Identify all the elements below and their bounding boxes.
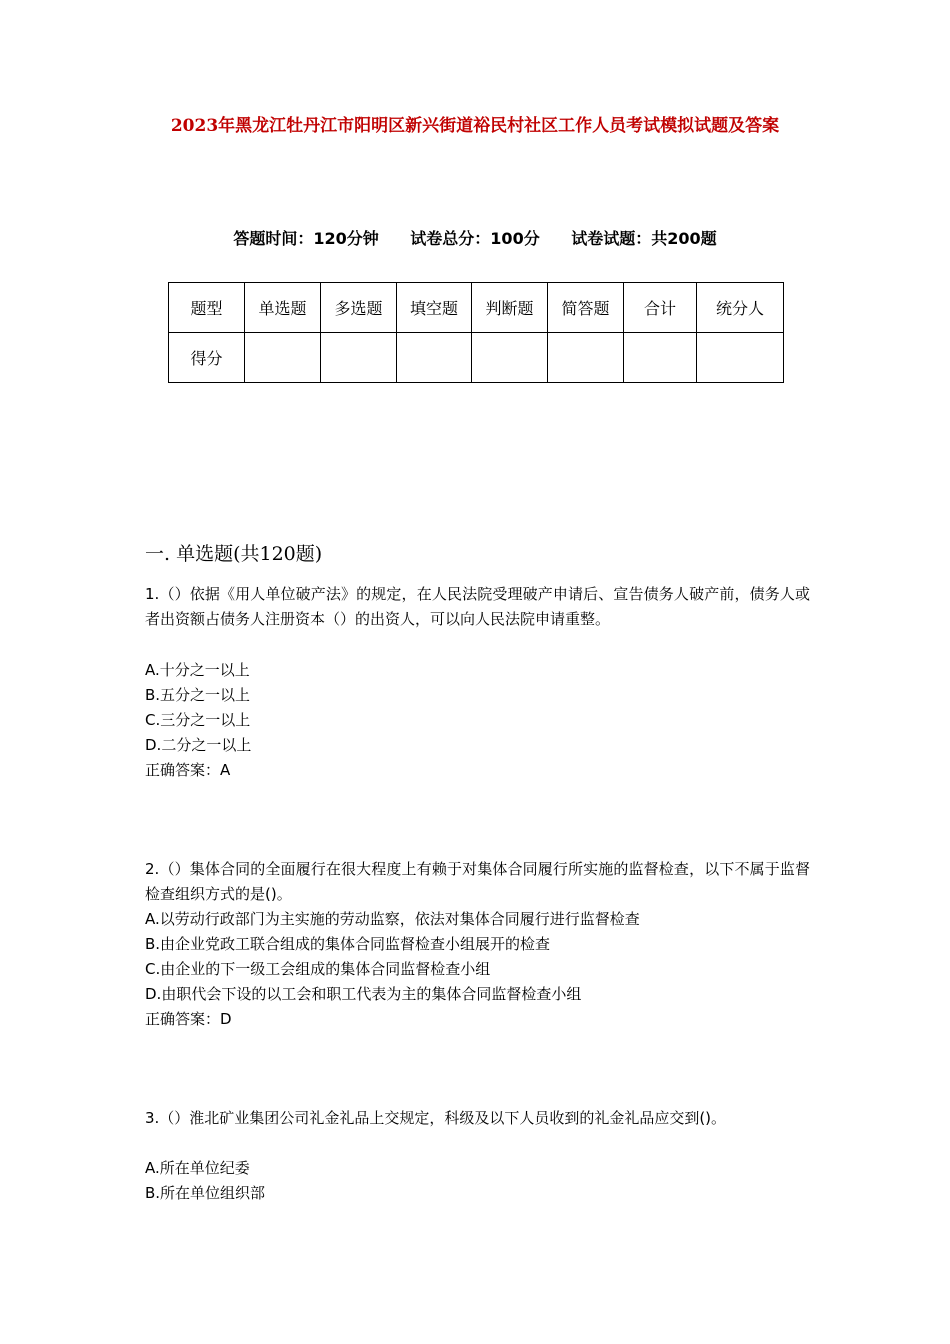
header-cell-fill-blank: 填空题 — [397, 283, 472, 333]
question-2-option-d: D.由职代会下设的以工会和职工代表为主的集体合同监督检查小组 — [145, 985, 582, 1003]
question-2-option-c: C.由企业的下一级工会组成的集体合同监督检查小组 — [145, 960, 491, 978]
score-cell-single-choice — [245, 333, 321, 383]
score-cell-grader — [697, 333, 784, 383]
score-cell-multiple-choice — [321, 333, 397, 383]
question-2-option-b: B.由企业党政工联合组成的集体合同监督检查小组展开的检查 — [145, 935, 551, 953]
exam-total-score: 试卷总分：100分 — [410, 229, 540, 248]
question-1-answer: 正确答案：A — [145, 761, 231, 779]
question-3-stem: 3.（）淮北矿业集团公司礼金礼品上交规定，科级及以下人员收到的礼金礼品应交到()。 — [145, 1109, 727, 1127]
question-3-option-a: A.所在单位纪委 — [145, 1159, 250, 1177]
header-cell-grader: 统分人 — [697, 283, 784, 333]
question-1-option-b: B.五分之一以上 — [145, 686, 251, 704]
question-1-stem: 1.（）依据《用人单位破产法》的规定，在人民法院受理破产申请后、宣告债务人破产前，债务人或者出资额占债务人注册资本（）的出资人，可以向人民法院申请重整。 — [145, 585, 810, 628]
header-cell-single-choice: 单选题 — [245, 283, 321, 333]
score-row-label: 得分 — [169, 333, 245, 383]
header-cell-type: 题型 — [169, 283, 245, 333]
question-1-option-c: C.三分之一以上 — [145, 711, 251, 729]
header-cell-short-answer: 简答题 — [548, 283, 624, 333]
exam-question-count: 试卷试题：共200题 — [571, 229, 717, 248]
score-table-header-row — [169, 283, 784, 333]
question-2-option-a: A.以劳动行政部门为主实施的劳动监察，依法对集体合同履行进行监督检查 — [145, 910, 640, 928]
header-cell-true-false: 判断题 — [472, 283, 548, 333]
question-2-stem: 2.（）集体合同的全面履行在很大程度上有赖于对集体合同履行所实施的监督检查，以下不属于监督检查组织方式的是()。 — [145, 860, 810, 903]
score-table-score-row — [169, 333, 784, 383]
question-2-answer: 正确答案：D — [145, 1010, 232, 1028]
score-cell-true-false — [472, 333, 548, 383]
score-cell-fill-blank — [397, 333, 472, 383]
score-cell-short-answer — [548, 333, 624, 383]
header-cell-total: 合计 — [624, 283, 697, 333]
section-heading: 一. 单选题(共120题) — [145, 543, 323, 565]
exam-time: 答题时间：120分钟 — [233, 229, 379, 248]
question-3-option-b: B.所在单位组织部 — [145, 1184, 266, 1202]
question-1-option-d: D.二分之一以上 — [145, 736, 252, 754]
score-cell-total — [624, 333, 697, 383]
header-cell-multiple-choice: 多选题 — [321, 283, 397, 333]
document-title: 2023年黑龙江牡丹江市阳明区新兴街道裕民村社区工作人员考试模拟试题及答案 — [170, 116, 780, 136]
question-1-option-a: A.十分之一以上 — [145, 661, 250, 679]
score-table — [168, 282, 784, 383]
exam-meta — [0, 227, 950, 251]
